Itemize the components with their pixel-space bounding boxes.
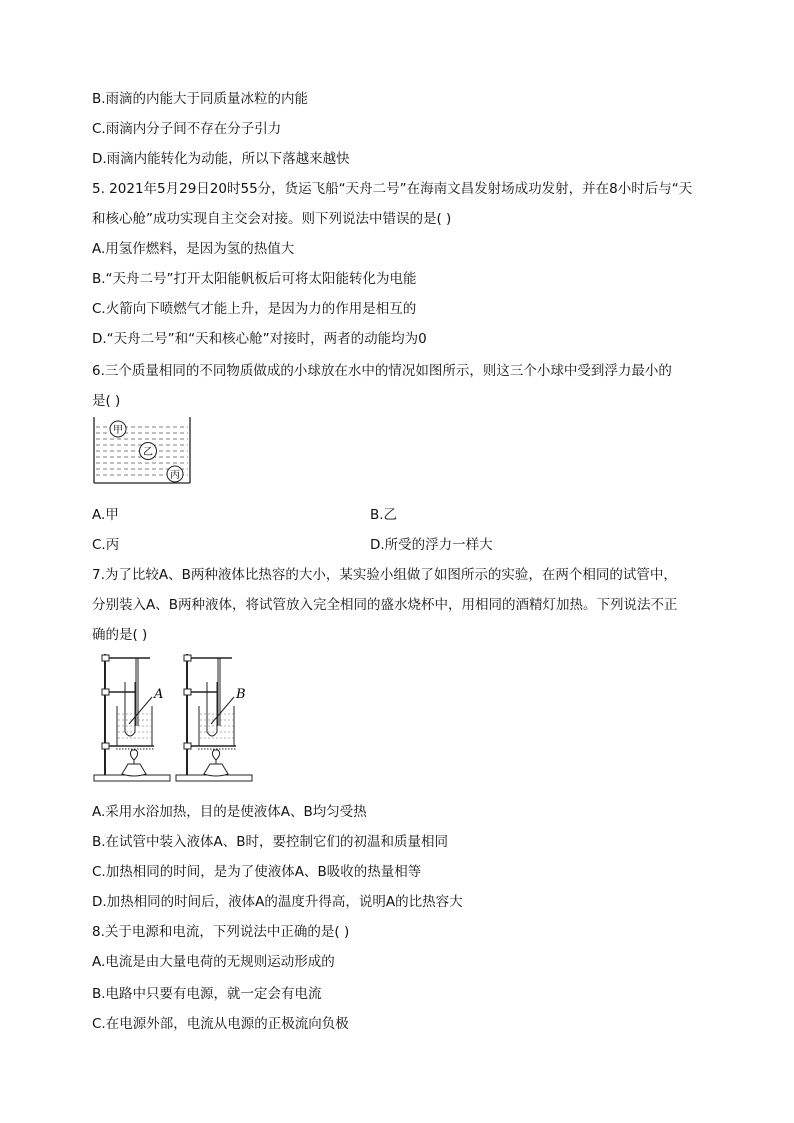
q6-stem-line1: 6.三个质量相同的不同物质做成的小球放在水中的情况如图所示，则这三个小球中受到浮力最小的 [92, 363, 672, 379]
q8-option-a: A.电流是由大量电荷的无规则运动形成的 [92, 954, 335, 970]
q7-stem-line1: 7.为了比较A、B两种液体比热容的大小，某实验小组做了如图所示的实验，在两个相同的试管中， [92, 567, 677, 583]
q4-option-d: D.雨滴内能转化为动能，所以下落越来越快 [92, 151, 350, 167]
floating-balls-figure [92, 415, 192, 487]
q7-option-a: A.采用水浴加热，目的是使液体A、B均匀受热 [92, 804, 367, 820]
ball-bing-label: 丙 [170, 470, 180, 481]
ball-yi-label: 乙 [143, 447, 153, 458]
q5-option-d: D.“天舟二号”和“天和核心舱”对接时，两者的动能均为0 [92, 331, 427, 347]
q8-option-c: C.在电源外部，电流从电源的正极流向负极 [92, 1016, 349, 1032]
label-b: B [236, 687, 246, 702]
apparatus-b [176, 654, 252, 781]
q8-stem: 8.关于电源和电流，下列说法中正确的是( ) [92, 924, 350, 940]
q4-option-b: B.雨滴的内能大于同质量冰粒的内能 [92, 91, 309, 107]
q6-option-c: C.丙 [92, 537, 120, 553]
q7-stem-line2: 分别装入A、B两种液体，将试管放入完全相同的盛水烧杯中，用相同的酒精灯加热。下列说法不正 [92, 597, 678, 613]
q5-stem-line1: 5. 2021年5月29日20时55分，货运飞船“天舟二号”在海南文昌发射场成功发射，并在8小时后与“天 [92, 181, 693, 197]
q8-option-b: B.电路中只要有电源，就一定会有电流 [92, 986, 322, 1002]
q6-option-b: B.乙 [370, 507, 398, 523]
apparatus-a [94, 654, 170, 781]
q5-stem-line2: 和核心舱”成功实现自主交会对接。则下列说法中错误的是( ) [92, 211, 452, 227]
q7-stem-line3: 确的是( ) [92, 627, 148, 643]
q7-option-b: B.在试管中装入液体A、B时，要控制它们的初温和质量相同 [92, 834, 449, 850]
label-a: A [154, 687, 164, 702]
q6-option-a: A.甲 [92, 507, 119, 523]
q4-option-c: C.雨滴内分子间不存在分子引力 [92, 121, 282, 137]
q6-option-d: D.所受的浮力一样大 [370, 537, 493, 553]
q6-stem-line2: 是( ) [92, 393, 121, 409]
q5-option-a: A.用氢作燃料，是因为氢的热值大 [92, 241, 295, 257]
ball-jia [110, 421, 126, 437]
q5-option-c: C.火箭向下喷燃气才能上升，是因为力的作用是相互的 [92, 301, 417, 317]
q5-option-b: B.“天舟二号”打开太阳能帆板后可将太阳能转化为电能 [92, 271, 417, 287]
heating-apparatus-figure [92, 648, 262, 784]
ball-bing [167, 466, 183, 482]
q7-option-d: D.加热相同的时间后，液体A的温度升得高，说明A的比热容大 [92, 894, 463, 910]
ball-jia-label: 甲 [113, 425, 123, 436]
ball-yi [140, 443, 157, 460]
q7-option-c: C.加热相同的时间，是为了使液体A、B吸收的热量相等 [92, 864, 422, 880]
